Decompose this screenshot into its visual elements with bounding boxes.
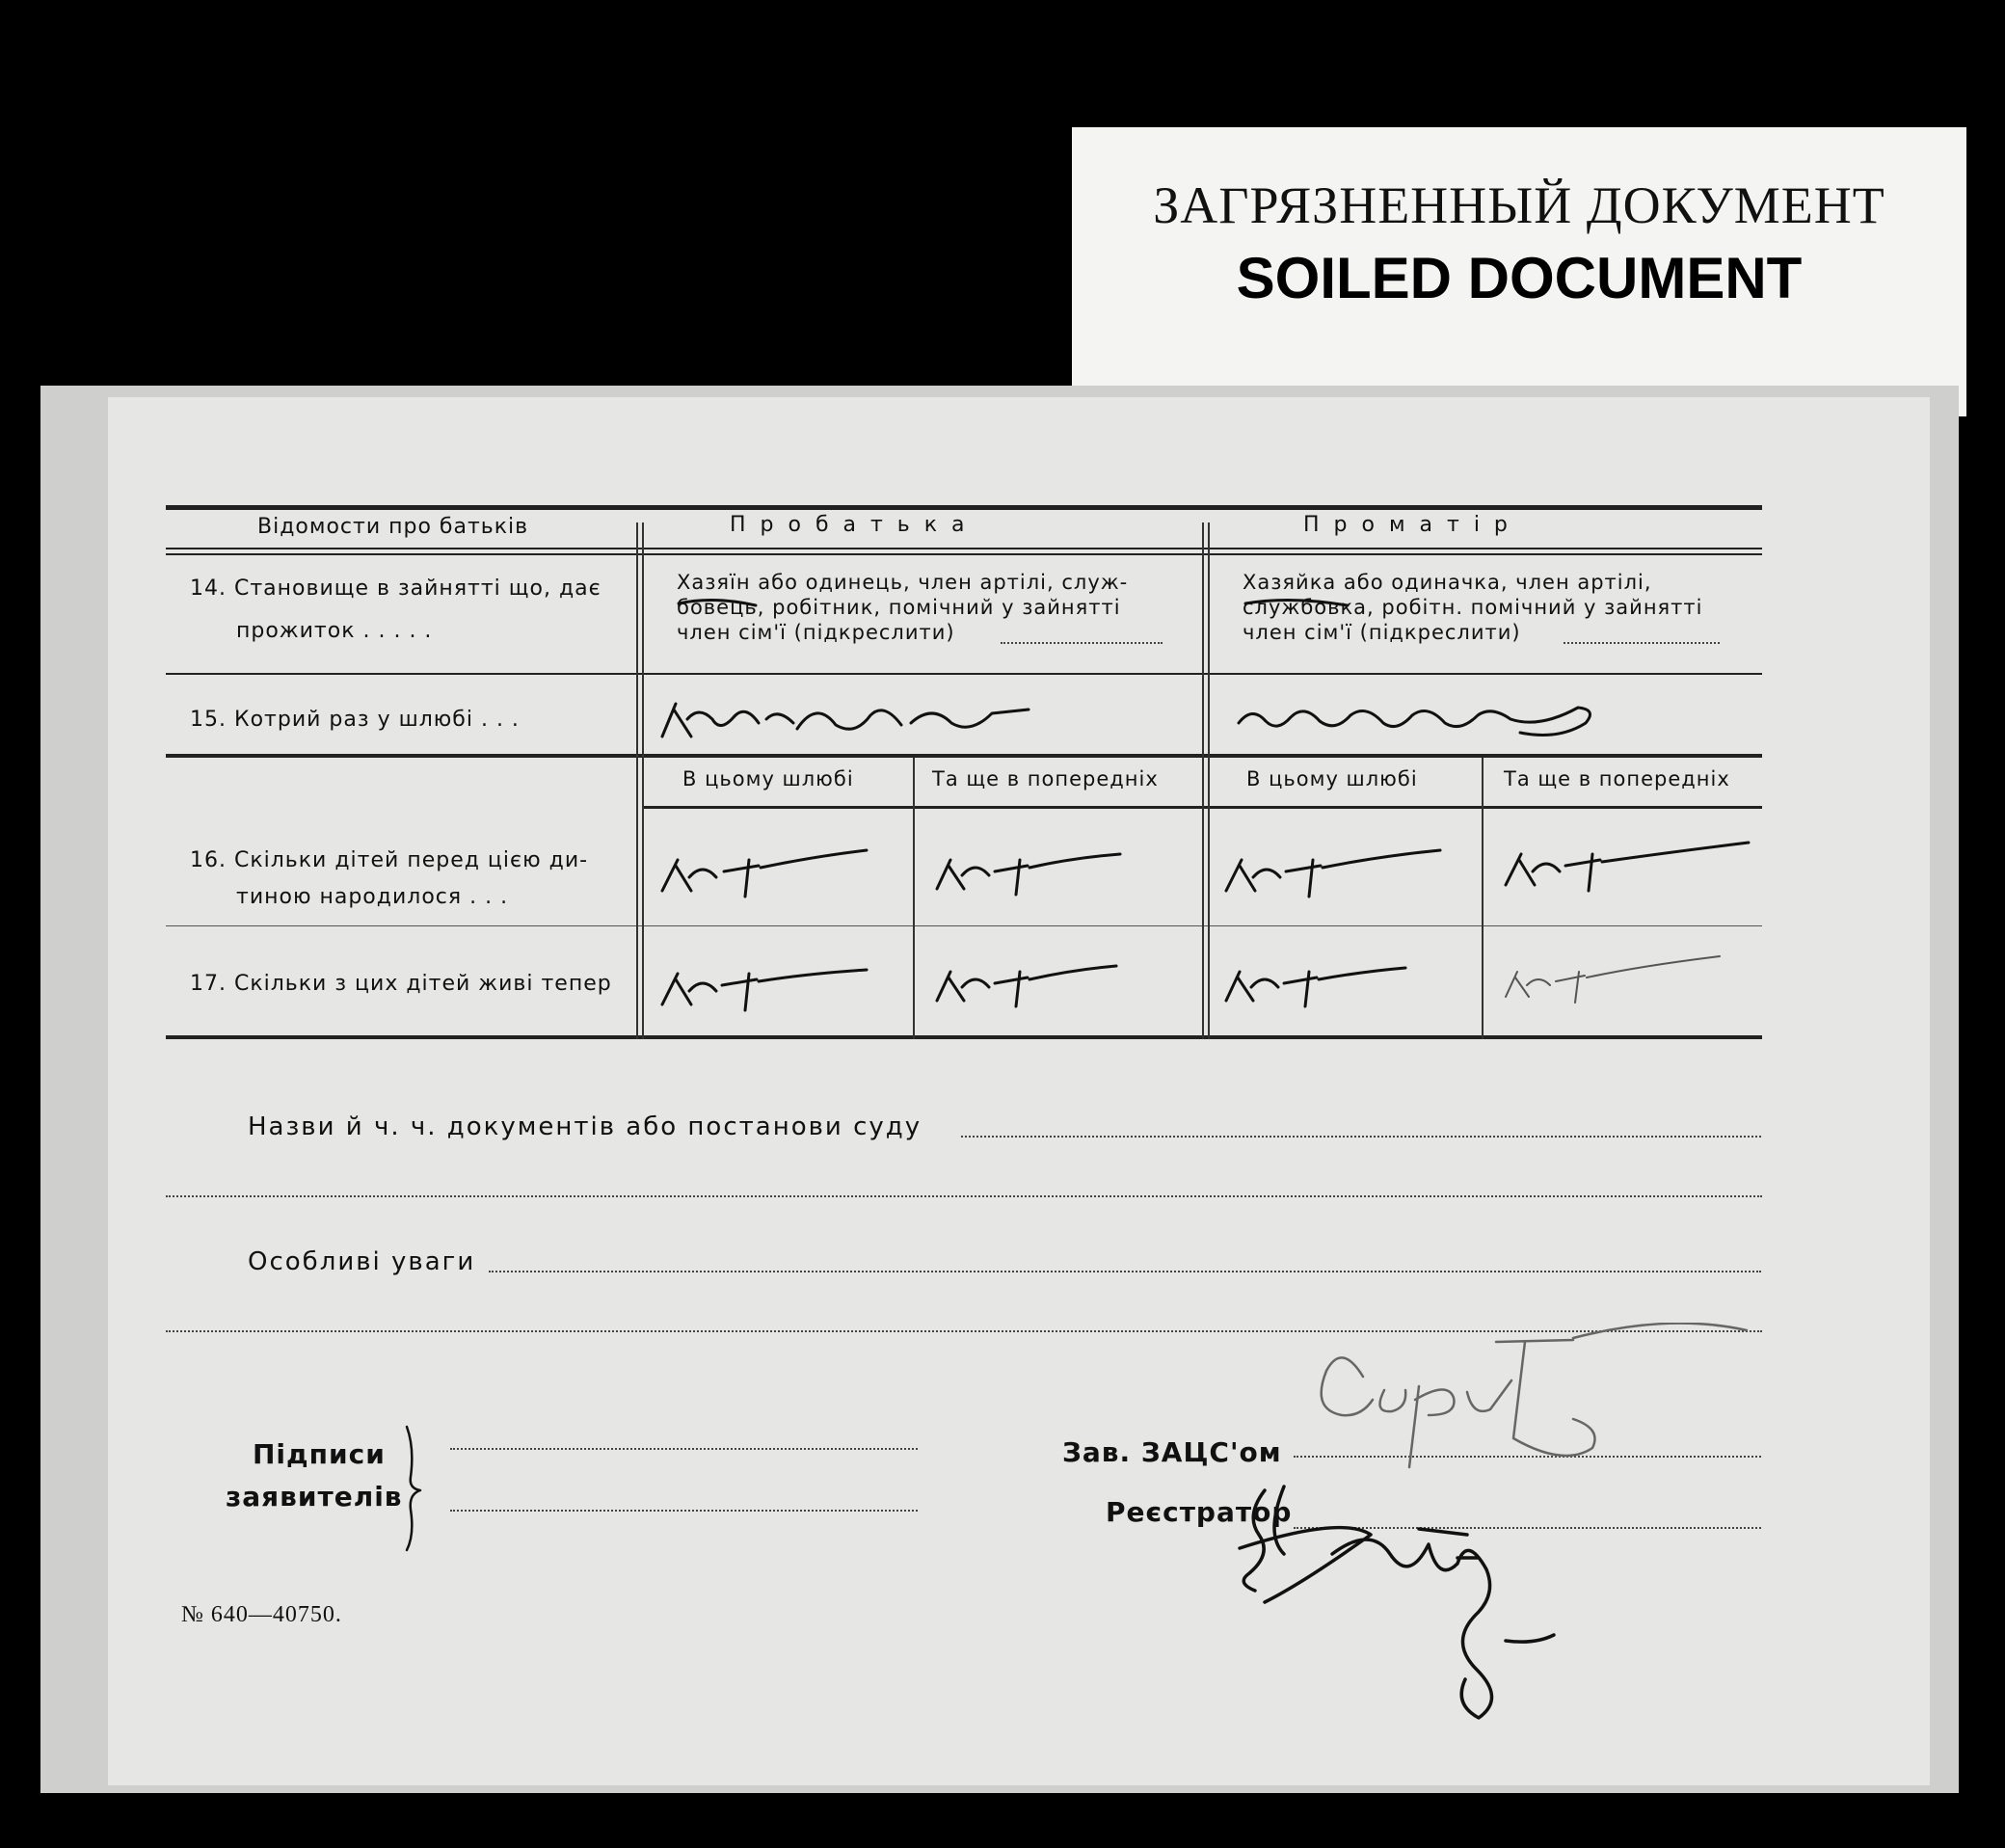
row14-mother-line1: Хазяйка або одиначка, член артілі, bbox=[1243, 571, 1652, 594]
remarks-label: Особливі уваги bbox=[248, 1247, 476, 1276]
head-of-registry-label: Зав. ЗАЦС'ом bbox=[1062, 1436, 1282, 1468]
form-sheet bbox=[108, 397, 1930, 1785]
registrar-signature bbox=[1226, 1477, 1631, 1727]
header-parents-info: Відомости про батьків bbox=[257, 515, 529, 539]
row14-father-line1: Хазяїн або одинець, член артілі, служ- bbox=[677, 571, 1129, 594]
mother-previous-marriages: Та ще в попередніх bbox=[1504, 767, 1730, 790]
row17-mother-handwriting bbox=[1216, 954, 1448, 1022]
row16-mother-handwriting bbox=[1216, 843, 1467, 910]
row16-father-prev-handwriting bbox=[927, 843, 1159, 910]
label-russian: ЗАГРЯЗНЕННЫЙ ДОКУМЕНТ bbox=[1153, 176, 1885, 234]
row17-label: 17. Скільки з цих дітей живі тепер bbox=[190, 972, 612, 996]
signatures-brace bbox=[397, 1419, 436, 1554]
soiled-document-label bbox=[1072, 127, 1966, 416]
row14-label-line1: 14. Становище в зайнятті що, дає bbox=[190, 576, 602, 601]
header-about-mother: П р о м а т і р bbox=[1303, 513, 1511, 537]
row15-father-handwriting bbox=[653, 690, 1057, 748]
row17-mother-prev-handwriting bbox=[1496, 954, 1747, 1022]
head-signature bbox=[1284, 1323, 1804, 1477]
row14-mother-line2: службовка, робітн. помічний у зайнятті bbox=[1243, 596, 1703, 619]
label-english: SOILED DOCUMENT bbox=[1236, 246, 1803, 310]
father-previous-marriages: Та ще в попередніх bbox=[932, 767, 1159, 790]
row14-label-line2: прожиток . . . . . bbox=[236, 619, 433, 643]
mother-this-marriage: В цьому шлюбі bbox=[1246, 767, 1418, 790]
row16-mother-prev-handwriting bbox=[1496, 833, 1766, 900]
applicants-signatures-line1: Підписи bbox=[253, 1438, 386, 1470]
row15-label: 15. Котрий раз у шлюбі . . . bbox=[190, 708, 520, 732]
row15-mother-handwriting bbox=[1231, 690, 1636, 748]
mother-underline-mark bbox=[1242, 594, 1473, 613]
row14-mother-line3: член сім'ї (підкреслити) bbox=[1243, 621, 1521, 644]
row16-label-line2: тиною народилося . . . bbox=[236, 885, 509, 909]
row17-father-prev-handwriting bbox=[927, 954, 1159, 1022]
row17-father-handwriting bbox=[653, 956, 884, 1024]
form-number: № 640—40750. bbox=[181, 1602, 342, 1627]
registrar-label: Реєстратор bbox=[1106, 1496, 1293, 1528]
row14-father-line2: бовець, робітник, помічний у зайнятті bbox=[677, 596, 1121, 619]
parents-table bbox=[166, 505, 1762, 1043]
applicants-signatures-line2: заявителів bbox=[226, 1481, 403, 1513]
father-this-marriage: В цьому шлюбі bbox=[682, 767, 854, 790]
father-underline-mark bbox=[675, 594, 906, 613]
header-about-father: П р о б а т ь к а bbox=[730, 513, 969, 537]
row16-label-line1: 16. Скільки дітей перед цією ди- bbox=[190, 848, 589, 872]
row14-father-line3: член сім'ї (підкреслити) bbox=[677, 621, 955, 644]
documents-label: Назви й ч. ч. документів або постанови суду bbox=[248, 1112, 922, 1141]
row16-father-handwriting bbox=[653, 843, 884, 910]
